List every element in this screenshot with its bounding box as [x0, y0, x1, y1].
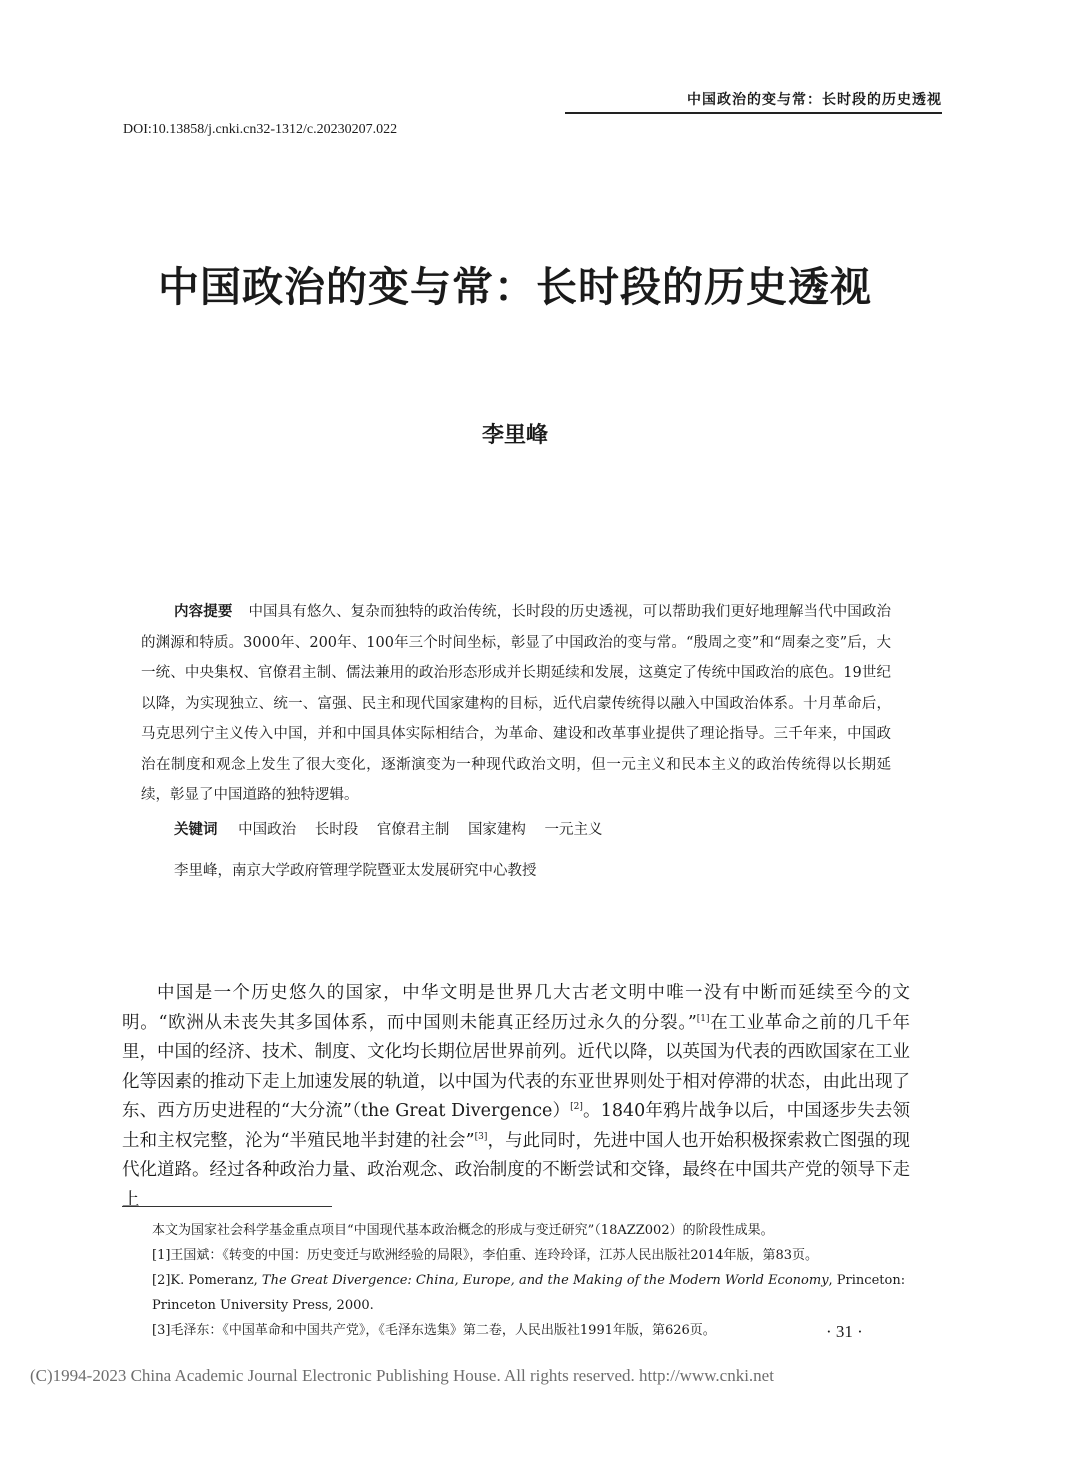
footnote-1: [1]王国斌：《转变的中国：历史变迁与欧洲经验的局限》，李伯重、连玲玲译，江苏人民出版社2014年版，第83页。 — [152, 1248, 819, 1263]
body-segment: 在工业革命之前的几千年里，中国的经济、技术、制度、文化均长期位居世界前列。近代以降，以英国为代表的西欧国家在工业化等因素的推动下走上加速发展的轨道，以中国为代表的东亚世界则处于相对停滞的状态，由此出现了东、西方历史进程的“大分流”（the Great Divergence） — [122, 1012, 910, 1121]
running-head-text: 中国政治的变与常：长时段的历史透视 — [687, 92, 942, 108]
keyword: 国家建构 — [467, 822, 526, 838]
keyword: 中国政治 — [238, 822, 297, 838]
funding-note: 本文为国家社会科学基金重点项目“中国现代基本政治概念的形成与变迁研究”（18AZZ002）的阶段性成果。 — [152, 1223, 774, 1238]
copyright-notice: (C)1994-2023 China Academic Journal Electronic Publishing House. All rights reserved. http://www.cnki.net — [30, 1366, 774, 1385]
abstract — [141, 597, 891, 811]
footnote-2-prefix: [2]K. Pomeranz, — [152, 1273, 262, 1288]
footnotes — [122, 1218, 910, 1343]
footnote-2-suffix: , Princeton: Princeton University Press, 2000. — [152, 1273, 906, 1313]
doi: DOI:10.13858/j.cnki.cn32-1312/c.20230207.022 — [123, 122, 398, 137]
body-paragraph — [122, 979, 910, 1215]
footnote-2 — [122, 1268, 910, 1318]
abstract-label: 内容提要 — [174, 604, 233, 620]
author-affiliation: 李里峰，南京大学政府管理学院暨亚太发展研究中心教授 — [174, 863, 537, 879]
footnote-2-title: The Great Divergence: China, Europe, and the Making of the Modern World Economy — [261, 1273, 829, 1288]
citation-ref: [2] — [570, 1102, 583, 1113]
running-head — [565, 86, 942, 114]
keyword: 一元主义 — [544, 822, 603, 838]
keywords-label: 关键词 — [174, 822, 218, 838]
abstract-text: 中国具有悠久、复杂而独特的政治传统，长时段的历史透视，可以帮助我们更好地理解当代中国政治的渊源和特质。3000年、200年、100年三个时间坐标，彰显了中国政治的变与常。“殷周之变”和“周秦之变”后，大一统、中央集权、官僚君主制、儒法兼用的政治形态形成并长期延续和发展，这奠定了传统中国政治的底色。19世纪以降，为实现独立、统一、富强、民主和现代国家建构的目标，近代启蒙传统得以融入中国政治体系。十月革命后，马克思列宁主义传入中国，并和中国具体实际相结合，为革命、建设和改革事业提供了理论指导。三千年来，中国政治在制度和观念上发生了很大变化，逐渐演变为一种现代政治文明，但一元主义和民本主义的政治传统得以长期延续，彰显了中国道路的独特逻辑。 — [141, 604, 892, 803]
keyword: 官僚君主制 — [376, 822, 450, 838]
article-title: 中国政治的变与常：长时段的历史透视 — [158, 263, 872, 311]
body-text — [122, 979, 910, 1215]
body-segment: 中国是一个历史悠久的国家，中华文明是世界几大古老文明中唯一没有中断而延续至今的文明。“欧洲从未丧失其多国体系，而中国则未能真正经历过永久的分裂。” — [122, 983, 910, 1033]
body-segment: ，与此同时，先进中国人也开始积极探索救亡图强的现代化道路。经过各种政治力量、政治观念、政治制度的不断尝试和交锋，最终在中国共产党的领导下走上 — [122, 1130, 910, 1210]
keyword: 长时段 — [314, 822, 359, 838]
citation-ref: [3] — [474, 1131, 488, 1142]
body-segment: 。1840年鸦片战争以后，中国逐步失去领土和主权完整，沦为“半殖民地半封建的社会” — [122, 1101, 910, 1151]
citation-ref: [1] — [696, 1013, 710, 1024]
author-name: 李里峰 — [481, 423, 548, 448]
page-number: · 31 · — [826, 1322, 863, 1341]
footnote-3: [3]毛泽东：《中国革命和中国共产党》，《毛泽东选集》第二卷，人民出版社1991年版，第626页。 — [152, 1323, 716, 1338]
keywords — [141, 818, 891, 839]
footnote-divider — [122, 1206, 332, 1207]
